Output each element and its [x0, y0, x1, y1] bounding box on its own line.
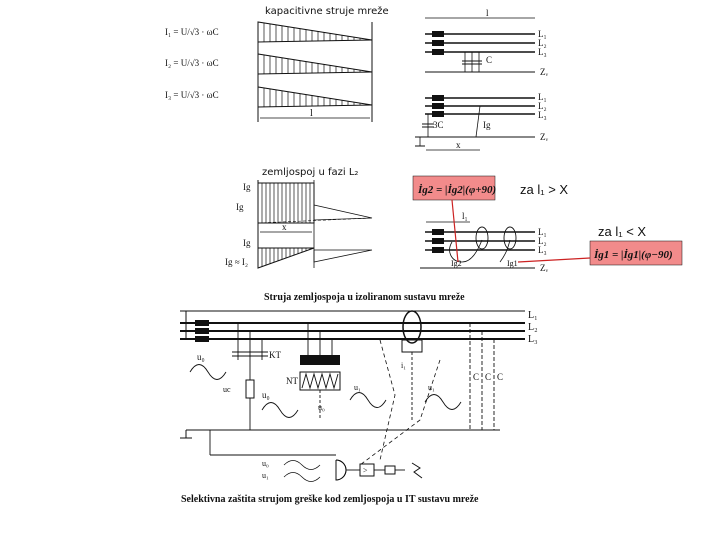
- line-l2: L₂: [538, 38, 547, 48]
- line-l1-c: L₁: [538, 227, 547, 237]
- arrow-to-ig2: [452, 200, 458, 262]
- length-label: l: [310, 108, 313, 119]
- line-l2-b: L₂: [538, 101, 547, 111]
- formula-ig1: İg1 = |İg1|(φ−90): [594, 249, 673, 261]
- x-label-mid: x: [282, 222, 287, 232]
- line-l3-b: L₃: [538, 110, 547, 120]
- line-l1-b: L₁: [538, 92, 547, 102]
- u0-nt: u₀: [318, 403, 325, 412]
- panel-title: kapacitivne struje mreže: [265, 6, 389, 17]
- relay-u1: u₁: [262, 471, 269, 480]
- ig-label-3: Ig: [243, 238, 251, 248]
- length-label-top: l: [486, 8, 489, 18]
- zv-label-c: Zᵥ: [540, 263, 549, 273]
- bottom-caption: Selektivna zaštita strujom greške kod zemljospoja u IT sustavu mreže: [181, 494, 479, 505]
- condition-upper: za l₁ > X: [520, 182, 569, 197]
- formula-i2: I₂ = U/√3 · ωC: [165, 58, 219, 68]
- uc-label: uc: [223, 385, 231, 394]
- triangle-i3: [258, 87, 372, 107]
- u1-b: u₁: [428, 383, 435, 392]
- cap-label: C: [486, 55, 493, 65]
- line-l2-c: L₂: [538, 236, 547, 246]
- ig-label-1: Ig: [243, 182, 251, 192]
- cap-c1: C: [473, 372, 480, 382]
- l1-length-label: l₁: [462, 211, 468, 221]
- ig2-label: Ig2: [451, 259, 462, 268]
- x-label: x: [456, 140, 461, 150]
- u1-a: u₁: [354, 383, 361, 392]
- triangle-i1: [258, 22, 372, 42]
- u0-mid: u₀: [262, 390, 270, 400]
- arrow-to-ig1: [518, 258, 590, 262]
- bottom-l3: L₃: [528, 334, 538, 345]
- line-l3-c: L₃: [538, 245, 547, 255]
- bottom-l1: L₁: [528, 310, 538, 321]
- kt-label: KT: [269, 350, 281, 360]
- cap-c2: C: [485, 372, 492, 382]
- ig-label: Ig: [483, 120, 491, 130]
- three-phase-lines-a: [425, 31, 535, 72]
- formula-i3: I₃ = U/√3 · ωC: [165, 90, 219, 100]
- i1-label: i₁: [401, 361, 407, 370]
- u0-left: u₀: [197, 352, 205, 362]
- formula-box-ig1: [590, 241, 682, 265]
- formula-box-ig2: [413, 176, 496, 200]
- zv-label: Zᵥ: [540, 67, 549, 77]
- formula-ig2: İg2 = |İg2|(φ+90): [418, 184, 497, 196]
- capacitive-currents-panel: [165, 5, 389, 122]
- line-l1: L₁: [538, 29, 547, 39]
- cap-c3: C: [497, 372, 504, 382]
- formula-i1: I₁ = U/√3 · ωC: [165, 27, 219, 37]
- ig1-label: Ig1: [507, 259, 518, 268]
- network-capacitance-panel: [415, 8, 548, 150]
- relay-u0: u₀: [262, 459, 269, 468]
- earth-fault-panel: [225, 167, 372, 268]
- bottom-title: Struja zemljospoja u izoliranom sustavu mreže: [264, 292, 465, 303]
- cap3-label: 3C: [433, 120, 444, 130]
- bottom-l2: L₂: [528, 322, 538, 333]
- trip-icon: [412, 463, 422, 478]
- current-paths-panel: [420, 211, 548, 273]
- relay-and-gate: [336, 460, 346, 480]
- zv-label-b: Zᵥ: [540, 132, 549, 142]
- earth-fault-title: zemljospoj u fazi L₂: [262, 167, 359, 178]
- svg-text:>: >: [363, 466, 368, 475]
- ig-label-2: Ig: [236, 202, 244, 212]
- line-l3: L₃: [538, 47, 547, 57]
- selective-protection-panel: [180, 292, 538, 505]
- triangle-i2: [258, 54, 372, 74]
- condition-lower: za l₁ < X: [598, 224, 647, 239]
- nt-label: NT: [286, 376, 298, 386]
- ig-approx-label: Ig ≈ I₂: [225, 257, 249, 267]
